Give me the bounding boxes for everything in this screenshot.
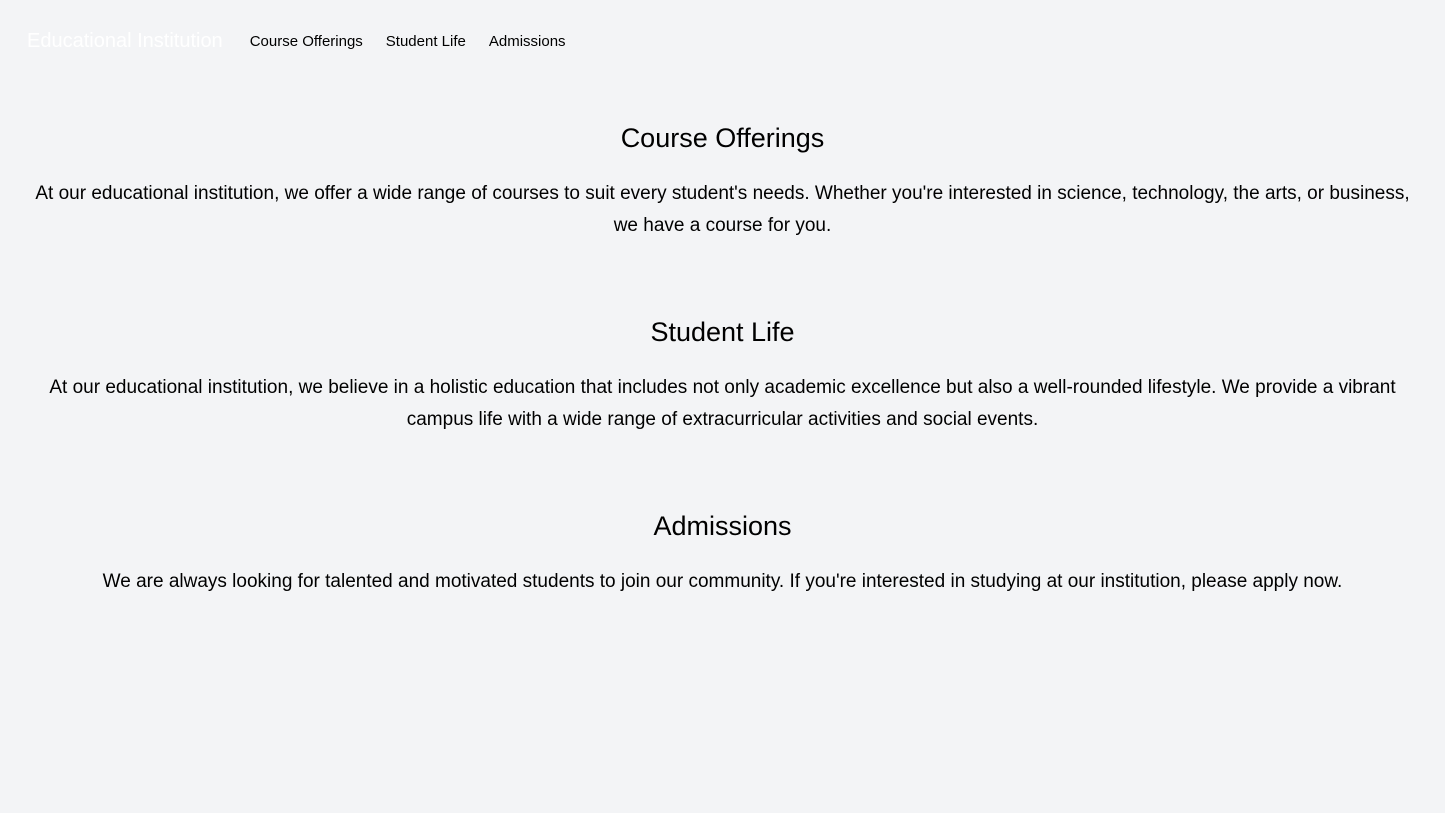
brand-link[interactable]: Educational Institution bbox=[27, 29, 223, 52]
section-text: At our educational institution, we believe in a holistic education that includes not only academic excellence but also a well-rounded lifestyle. We provide a vibrant campus life with a wide range of extracurricular activities and social events. bbox=[49, 377, 1396, 430]
section-text: At our educational institution, we offer a wide range of courses to suit every student's needs. Whether you're interested in science, technology, the arts, or business, we have a course for you. bbox=[35, 183, 1410, 236]
main-content bbox=[0, 120, 1445, 598]
nav-link-admissions[interactable]: Admissions bbox=[488, 32, 566, 50]
section-admissions bbox=[24, 508, 1421, 598]
section-title: Course Offerings bbox=[620, 123, 825, 153]
top-nav bbox=[0, 0, 1445, 82]
nav-link-course-offerings[interactable]: Course Offerings bbox=[249, 32, 363, 50]
section-title: Admissions bbox=[653, 511, 792, 541]
section-title: Student Life bbox=[650, 317, 795, 347]
nav-link-student-life[interactable]: Student Life bbox=[385, 32, 466, 50]
section-course-offerings bbox=[24, 120, 1421, 242]
section-text: We are always looking for talented and motivated students to join our community. If you're interested in studying at our institution, please apply now. bbox=[102, 571, 1343, 592]
section-student-life bbox=[24, 314, 1421, 436]
